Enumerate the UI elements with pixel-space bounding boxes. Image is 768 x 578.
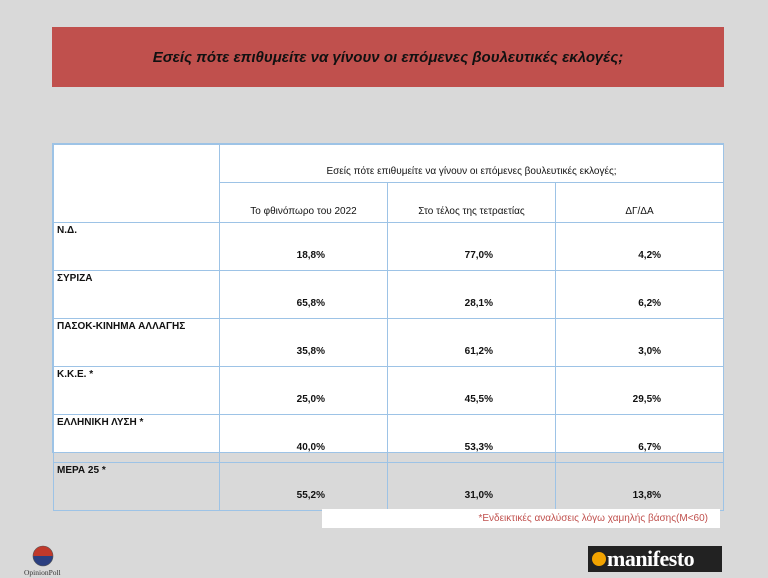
party-name: Ν.Δ. — [54, 223, 220, 271]
value-cell: 6,2% — [556, 271, 724, 319]
footnote — [322, 509, 720, 528]
value-cell: 29,5% — [556, 367, 724, 415]
column-header-autumn-2022: Το φθινόπωρο του 2022 — [220, 183, 388, 223]
value-cell: 18,8% — [220, 223, 388, 271]
value-cell: 6,7% — [556, 415, 724, 463]
table-row — [54, 319, 724, 367]
table-row — [54, 415, 724, 463]
opinionpoll-wordmark: OpinionPoll — [24, 568, 61, 577]
manifesto-logo — [588, 546, 722, 572]
table-row — [54, 367, 724, 415]
party-name: ΣΥΡΙΖΑ — [54, 271, 220, 319]
table-question-row — [54, 145, 724, 183]
value-cell: 28,1% — [388, 271, 556, 319]
footnote-text: *Ενδεικτικές αναλύσεις λόγω χαμηλής βάσης(Μ<60) — [478, 513, 708, 524]
opinionpoll-logo — [24, 543, 68, 577]
page-title — [52, 27, 724, 87]
value-cell: 25,0% — [220, 367, 388, 415]
value-cell: 45,5% — [388, 367, 556, 415]
page-title-text: Εσείς πότε επιθυμείτε να γίνουν οι επόμενες βουλευτικές εκλογές; — [152, 48, 624, 66]
manifesto-wordmark: manifesto — [607, 546, 695, 571]
opinionpoll-globe-icon — [32, 545, 54, 567]
value-cell: 4,2% — [556, 223, 724, 271]
table-question-header: Εσείς πότε επιθυμείτε να γίνουν οι επόμενες βουλευτικές εκλογές; — [220, 145, 724, 183]
table-row — [54, 271, 724, 319]
value-cell: 3,0% — [556, 319, 724, 367]
party-name: Κ.Κ.Ε. * — [54, 367, 220, 415]
value-cell: 35,8% — [220, 319, 388, 367]
value-cell: 53,3% — [388, 415, 556, 463]
column-header-dk-na: ΔΓ/ΔΑ — [556, 183, 724, 223]
table-corner-cell — [54, 145, 220, 223]
results-table-container — [52, 143, 724, 501]
value-cell: 65,8% — [220, 271, 388, 319]
value-cell: 40,0% — [220, 415, 388, 463]
party-name: ΠΑΣΟΚ-ΚΙΝΗΜΑ ΑΛΛΑΓΗΣ — [54, 319, 220, 367]
table-row — [54, 463, 724, 511]
party-name: ΕΛΛΗΝΙΚΗ ΛΥΣΗ * — [54, 415, 220, 463]
value-cell: 61,2% — [388, 319, 556, 367]
value-cell: 31,0% — [388, 463, 556, 511]
party-name: ΜΕΡΑ 25 * — [54, 463, 220, 511]
value-cell: 13,8% — [556, 463, 724, 511]
column-header-end-of-term: Στο τέλος της τετραετίας — [388, 183, 556, 223]
manifesto-dot-icon — [592, 552, 606, 566]
table-row — [54, 223, 724, 271]
results-table — [53, 144, 724, 511]
value-cell: 77,0% — [388, 223, 556, 271]
value-cell: 55,2% — [220, 463, 388, 511]
